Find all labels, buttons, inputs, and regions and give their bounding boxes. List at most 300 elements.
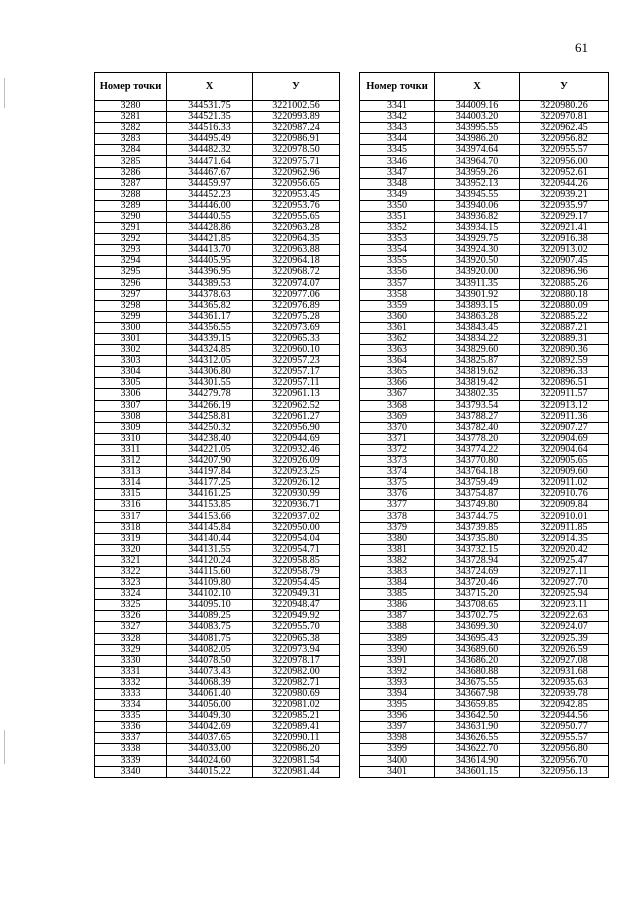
y-coordinate-cell: 3220965.33: [253, 333, 340, 344]
y-coordinate-cell: 3220954.45: [253, 578, 340, 589]
x-coordinate-cell: 344177.25: [167, 478, 253, 489]
x-coordinate-cell: 343699.30: [435, 622, 520, 633]
x-coordinate-cell: 343934.15: [435, 223, 520, 234]
table-header-row: [95, 73, 340, 101]
y-coordinate-cell: 3220973.94: [253, 644, 340, 655]
table-row: [95, 311, 340, 322]
y-coordinate-cell: 3220944.69: [253, 433, 340, 444]
scan-margin-mark: [4, 78, 5, 108]
table-row: [360, 633, 609, 644]
y-coordinate-cell: 3220962.52: [253, 400, 340, 411]
table-row: [360, 256, 609, 267]
point-number-cell: 3340: [95, 766, 167, 777]
x-coordinate-cell: 343819.42: [435, 378, 520, 389]
point-number-cell: 3400: [360, 755, 435, 766]
y-coordinate-cell: 3220957.23: [253, 356, 340, 367]
y-coordinate-cell: 3220909.60: [520, 467, 609, 478]
point-number-cell: 3320: [95, 544, 167, 555]
y-coordinate-cell: 3220980.69: [253, 688, 340, 699]
table-row: [360, 178, 609, 189]
table-row: [95, 500, 340, 511]
x-coordinate-cell: 344089.25: [167, 611, 253, 622]
y-coordinate-cell: 3220982.00: [253, 666, 340, 677]
table-row: [360, 167, 609, 178]
point-number-cell: 3332: [95, 677, 167, 688]
y-coordinate-cell: 3220961.27: [253, 411, 340, 422]
x-coordinate-cell: 344238.40: [167, 433, 253, 444]
point-number-cell: 3371: [360, 433, 435, 444]
x-coordinate-cell: 343735.80: [435, 533, 520, 544]
y-coordinate-cell: 3220913.12: [520, 400, 609, 411]
table-row: [360, 444, 609, 455]
table-row: [360, 733, 609, 744]
x-coordinate-cell: 344279.78: [167, 389, 253, 400]
table-row: [95, 134, 340, 145]
point-number-cell: 3381: [360, 544, 435, 555]
point-number-cell: 3295: [95, 267, 167, 278]
table-row: [95, 389, 340, 400]
point-number-cell: 3361: [360, 322, 435, 333]
y-coordinate-cell: 3220964.18: [253, 256, 340, 267]
point-number-cell: 3311: [95, 444, 167, 455]
point-number-cell: 3287: [95, 178, 167, 189]
point-number-cell: 3368: [360, 400, 435, 411]
point-number-cell: 3290: [95, 211, 167, 222]
table-row: [95, 378, 340, 389]
y-coordinate-cell: 3220978.17: [253, 655, 340, 666]
point-number-cell: 3316: [95, 500, 167, 511]
table-row: [360, 411, 609, 422]
y-coordinate-cell: 3220958.79: [253, 566, 340, 577]
y-coordinate-cell: 3220990.11: [253, 733, 340, 744]
point-number-header: Номер точки: [95, 73, 167, 101]
table-row: [360, 600, 609, 611]
table-row: [360, 500, 609, 511]
x-coordinate-cell: 344081.75: [167, 633, 253, 644]
x-coordinate-cell: 344015.22: [167, 766, 253, 777]
y-coordinate-cell: 3220956.65: [253, 178, 340, 189]
y-coordinate-cell: 3220955.57: [520, 733, 609, 744]
y-coordinate-cell: 3220963.88: [253, 245, 340, 256]
table-row: [95, 611, 340, 622]
point-number-cell: 3342: [360, 112, 435, 123]
point-number-cell: 3337: [95, 733, 167, 744]
y-coordinate-cell: 3220927.11: [520, 566, 609, 577]
x-coordinate-cell: 343614.90: [435, 755, 520, 766]
point-number-cell: 3309: [95, 422, 167, 433]
table-row: [95, 322, 340, 333]
x-coordinate-cell: 343782.40: [435, 422, 520, 433]
x-coordinate-cell: 343764.18: [435, 467, 520, 478]
table-row: [95, 101, 340, 112]
point-number-cell: 3318: [95, 522, 167, 533]
x-coordinate-cell: 343920.00: [435, 267, 520, 278]
table-row: [360, 566, 609, 577]
x-coordinate-cell: 344120.24: [167, 555, 253, 566]
point-number-cell: 3323: [95, 578, 167, 589]
x-coordinate-cell: 343863.28: [435, 311, 520, 322]
y-coordinate-cell: 3220937.02: [253, 511, 340, 522]
table-row: [360, 467, 609, 478]
point-number-cell: 3382: [360, 555, 435, 566]
point-number-cell: 3397: [360, 722, 435, 733]
x-coordinate-cell: 343754.87: [435, 489, 520, 500]
table-row: [360, 589, 609, 600]
y-coordinate-cell: 3220956.70: [520, 755, 609, 766]
table-row: [95, 522, 340, 533]
x-coordinate-cell: 343659.85: [435, 700, 520, 711]
x-coordinate-cell: 344396.95: [167, 267, 253, 278]
y-coordinate-cell: 3220975.28: [253, 311, 340, 322]
x-coordinate-cell: 343680.88: [435, 666, 520, 677]
table-row: [95, 622, 340, 633]
table-row: [360, 677, 609, 688]
table-row: [360, 345, 609, 356]
y-coordinate-cell: 3220887.21: [520, 322, 609, 333]
y-coordinate-cell: 3220910.01: [520, 511, 609, 522]
y-coordinate-cell: 3220956.82: [520, 134, 609, 145]
point-number-cell: 3378: [360, 511, 435, 522]
x-coordinate-cell: 343974.64: [435, 145, 520, 156]
point-number-cell: 3304: [95, 367, 167, 378]
x-coordinate-cell: 344361.17: [167, 311, 253, 322]
point-number-cell: 3335: [95, 711, 167, 722]
x-coordinate-cell: 344068.39: [167, 677, 253, 688]
x-coordinate-cell: 344153.66: [167, 511, 253, 522]
y-coordinate-cell: 3220986.91: [253, 134, 340, 145]
table-row: [360, 622, 609, 633]
y-coordinate-cell: 3220926.59: [520, 644, 609, 655]
x-coordinate-cell: 343724.69: [435, 566, 520, 577]
y-coordinate-cell: 3220923.11: [520, 600, 609, 611]
x-coordinate-cell: 343920.50: [435, 256, 520, 267]
x-coordinate-cell: 343901.92: [435, 289, 520, 300]
y-coordinate-cell: 3220985.21: [253, 711, 340, 722]
point-number-cell: 3289: [95, 200, 167, 211]
point-number-cell: 3307: [95, 400, 167, 411]
point-number-cell: 3306: [95, 389, 167, 400]
point-number-cell: 3367: [360, 389, 435, 400]
x-coordinate-cell: 343667.98: [435, 688, 520, 699]
point-number-cell: 3372: [360, 444, 435, 455]
table-row: [360, 189, 609, 200]
y-coordinate-cell: 3220926.09: [253, 456, 340, 467]
point-number-cell: 3343: [360, 123, 435, 134]
table-row: [360, 722, 609, 733]
y-coordinate-cell: 3220961.13: [253, 389, 340, 400]
point-number-cell: 3369: [360, 411, 435, 422]
table-row: [95, 655, 340, 666]
point-number-cell: 3390: [360, 644, 435, 655]
point-number-cell: 3298: [95, 300, 167, 311]
x-coordinate-cell: 343834.22: [435, 333, 520, 344]
table-row: [360, 433, 609, 444]
x-coordinate-cell: 343686.20: [435, 655, 520, 666]
table-row: [360, 422, 609, 433]
table-row: [95, 256, 340, 267]
x-coordinate-cell: 344078.50: [167, 655, 253, 666]
table-row: [360, 578, 609, 589]
y-coordinate-cell: 3220989.41: [253, 722, 340, 733]
table-row: [95, 589, 340, 600]
x-coordinate-cell: 343770.80: [435, 456, 520, 467]
table-header-row: [360, 73, 609, 101]
table-row: [360, 223, 609, 234]
x-coordinate-cell: 343893.15: [435, 300, 520, 311]
table-row: [95, 766, 340, 777]
x-coordinate-cell: 344339.15: [167, 333, 253, 344]
point-number-cell: 3322: [95, 566, 167, 577]
y-coordinate-cell: 3220927.70: [520, 578, 609, 589]
y-coordinate-cell: 3220981.44: [253, 766, 340, 777]
y-coordinate-cell: 3220955.65: [253, 211, 340, 222]
point-number-cell: 3330: [95, 655, 167, 666]
x-coordinate-cell: 344161.25: [167, 489, 253, 500]
table-row: [95, 722, 340, 733]
y-coordinate-cell: 3220911.57: [520, 389, 609, 400]
y-coordinate-cell: 3220923.25: [253, 467, 340, 478]
point-number-cell: 3350: [360, 200, 435, 211]
y-coordinate-cell: 3220973.69: [253, 322, 340, 333]
y-coordinate-cell: 3220932.46: [253, 444, 340, 455]
x-coordinate-cell: 344378.63: [167, 289, 253, 300]
y-coordinate-cell: 3220977.06: [253, 289, 340, 300]
table-row: [95, 400, 340, 411]
x-coordinate-cell: 344258.81: [167, 411, 253, 422]
table-row: [95, 467, 340, 478]
x-coordinate-cell: 343936.82: [435, 211, 520, 222]
table-row: [95, 478, 340, 489]
y-coordinate-cell: 3220976.89: [253, 300, 340, 311]
x-coordinate-cell: 343911.35: [435, 278, 520, 289]
y-coordinate-cell: 3220942.85: [520, 700, 609, 711]
table-row: [360, 688, 609, 699]
y-coordinate-cell: 3220980.26: [520, 101, 609, 112]
table-row: [360, 711, 609, 722]
y-coordinate-cell: 3220921.41: [520, 223, 609, 234]
point-number-cell: 3313: [95, 467, 167, 478]
point-number-cell: 3329: [95, 644, 167, 655]
point-number-cell: 3353: [360, 234, 435, 245]
point-number-cell: 3293: [95, 245, 167, 256]
table-row: [360, 378, 609, 389]
table-row: [95, 644, 340, 655]
y-coordinate-cell: 3220910.76: [520, 489, 609, 500]
y-coordinate-cell: 3220963.28: [253, 223, 340, 234]
y-coordinate-cell: 3220889.31: [520, 333, 609, 344]
x-coordinate-cell: 344440.55: [167, 211, 253, 222]
point-number-cell: 3355: [360, 256, 435, 267]
table-row: [95, 300, 340, 311]
table-row: [360, 489, 609, 500]
point-number-cell: 3396: [360, 711, 435, 722]
point-number-cell: 3301: [95, 333, 167, 344]
table-row: [360, 156, 609, 167]
y-coordinate-cell: 3220982.71: [253, 677, 340, 688]
y-coordinate-cell: 3220981.54: [253, 755, 340, 766]
point-number-cell: 3383: [360, 566, 435, 577]
x-coordinate-cell: 344324.85: [167, 345, 253, 356]
table-row: [360, 755, 609, 766]
table-row: [360, 700, 609, 711]
x-coordinate-header: Х: [435, 73, 520, 101]
point-number-cell: 3328: [95, 633, 167, 644]
point-number-cell: 3395: [360, 700, 435, 711]
x-coordinate-cell: 343708.65: [435, 600, 520, 611]
table-row: [95, 156, 340, 167]
x-coordinate-cell: 344421.85: [167, 234, 253, 245]
y-coordinate-cell: 3220909.84: [520, 500, 609, 511]
point-number-cell: 3366: [360, 378, 435, 389]
y-coordinate-cell: 3220896.51: [520, 378, 609, 389]
point-number-cell: 3292: [95, 234, 167, 245]
point-number-cell: 3308: [95, 411, 167, 422]
x-coordinate-cell: 343843.45: [435, 322, 520, 333]
table-row: [95, 744, 340, 755]
table-row: [95, 677, 340, 688]
point-number-cell: 3291: [95, 223, 167, 234]
point-number-cell: 3303: [95, 356, 167, 367]
x-coordinate-cell: 344471.64: [167, 156, 253, 167]
point-number-cell: 3283: [95, 134, 167, 145]
point-number-cell: 3324: [95, 589, 167, 600]
table-row: [95, 433, 340, 444]
x-coordinate-cell: 343642.50: [435, 711, 520, 722]
table-row: [95, 223, 340, 234]
x-coordinate-cell: 344197.84: [167, 467, 253, 478]
x-coordinate-cell: 343715.20: [435, 589, 520, 600]
x-coordinate-cell: 344140.44: [167, 533, 253, 544]
x-coordinate-cell: 344102.10: [167, 589, 253, 600]
y-coordinate-header: У: [253, 73, 340, 101]
x-coordinate-cell: 344153.85: [167, 500, 253, 511]
point-number-cell: 3347: [360, 167, 435, 178]
table-row: [95, 200, 340, 211]
x-coordinate-cell: 344428.86: [167, 223, 253, 234]
page-number: 61: [575, 40, 588, 55]
x-coordinate-cell: 343924.30: [435, 245, 520, 256]
table-row: [95, 733, 340, 744]
point-number-cell: 3356: [360, 267, 435, 278]
point-number-cell: 3348: [360, 178, 435, 189]
y-coordinate-cell: 3220957.17: [253, 367, 340, 378]
table-row: [95, 544, 340, 555]
x-coordinate-cell: 343986.20: [435, 134, 520, 145]
point-number-cell: 3363: [360, 345, 435, 356]
x-coordinate-cell: 343940.06: [435, 200, 520, 211]
table-row: [360, 611, 609, 622]
point-number-cell: 3393: [360, 677, 435, 688]
x-coordinate-cell: 344083.75: [167, 622, 253, 633]
table-row: [360, 112, 609, 123]
x-coordinate-cell: 344459.97: [167, 178, 253, 189]
x-coordinate-cell: 344482.32: [167, 145, 253, 156]
point-number-cell: 3394: [360, 688, 435, 699]
y-coordinate-cell: 3220987.24: [253, 123, 340, 134]
x-coordinate-cell: 343626.55: [435, 733, 520, 744]
x-coordinate-cell: 344033.00: [167, 744, 253, 755]
y-coordinate-cell: 3220913.02: [520, 245, 609, 256]
x-coordinate-cell: 343774.22: [435, 444, 520, 455]
x-coordinate-cell: 344115.60: [167, 566, 253, 577]
x-coordinate-cell: 343929.75: [435, 234, 520, 245]
x-coordinate-cell: 344452.23: [167, 189, 253, 200]
point-number-cell: 3326: [95, 611, 167, 622]
point-number-cell: 3346: [360, 156, 435, 167]
y-coordinate-cell: 3220929.17: [520, 211, 609, 222]
point-number-cell: 3341: [360, 101, 435, 112]
x-coordinate-cell: 344495.49: [167, 134, 253, 145]
point-number-cell: 3312: [95, 456, 167, 467]
table-row: [360, 300, 609, 311]
point-number-cell: 3331: [95, 666, 167, 677]
y-coordinate-cell: 3220885.22: [520, 311, 609, 322]
x-coordinate-cell: 344073.43: [167, 666, 253, 677]
point-number-cell: 3284: [95, 145, 167, 156]
x-coordinate-cell: 343601.15: [435, 766, 520, 777]
x-coordinate-cell: 344301.55: [167, 378, 253, 389]
x-coordinate-cell: 344095.10: [167, 600, 253, 611]
point-number-cell: 3389: [360, 633, 435, 644]
y-coordinate-cell: 3220911.02: [520, 478, 609, 489]
x-coordinate-cell: 343739.85: [435, 522, 520, 533]
y-coordinate-cell: 3220954.04: [253, 533, 340, 544]
point-number-cell: 3385: [360, 589, 435, 600]
y-coordinate-cell: 3220920.42: [520, 544, 609, 555]
table-row: [360, 200, 609, 211]
x-coordinate-cell: 343675.55: [435, 677, 520, 688]
table-row: [360, 666, 609, 677]
table-row: [95, 511, 340, 522]
y-coordinate-cell: 3220970.81: [520, 112, 609, 123]
x-coordinate-cell: 344003.20: [435, 112, 520, 123]
y-coordinate-cell: 3220926.12: [253, 478, 340, 489]
point-number-cell: 3401: [360, 766, 435, 777]
x-coordinate-cell: 344413.70: [167, 245, 253, 256]
table-row: [95, 666, 340, 677]
table-row: [360, 234, 609, 245]
point-number-cell: 3352: [360, 223, 435, 234]
x-coordinate-cell: 344266.19: [167, 400, 253, 411]
table-row: [360, 400, 609, 411]
y-coordinate-cell: 3220950.77: [520, 722, 609, 733]
x-coordinate-cell: 343952.13: [435, 178, 520, 189]
point-number-cell: 3339: [95, 755, 167, 766]
point-number-cell: 3375: [360, 478, 435, 489]
table-row: [95, 178, 340, 189]
y-coordinate-cell: 3220916.38: [520, 234, 609, 245]
x-coordinate-cell: 344356.55: [167, 322, 253, 333]
x-coordinate-cell: 344042.69: [167, 722, 253, 733]
y-coordinate-cell: 3220911.85: [520, 522, 609, 533]
y-coordinate-cell: 3220914.35: [520, 533, 609, 544]
y-coordinate-cell: 3220955.57: [520, 145, 609, 156]
y-coordinate-cell: 3220905.65: [520, 456, 609, 467]
table-row: [360, 134, 609, 145]
point-number-cell: 3374: [360, 467, 435, 478]
y-coordinate-header: У: [520, 73, 609, 101]
y-coordinate-cell: 3220993.89: [253, 112, 340, 123]
y-coordinate-cell: 3220939.21: [520, 189, 609, 200]
y-coordinate-cell: 3220955.70: [253, 622, 340, 633]
y-coordinate-cell: 3220936.71: [253, 500, 340, 511]
x-coordinate-cell: 344405.95: [167, 256, 253, 267]
y-coordinate-cell: 3220931.68: [520, 666, 609, 677]
y-coordinate-cell: 3220890.36: [520, 345, 609, 356]
point-number-cell: 3373: [360, 456, 435, 467]
y-coordinate-cell: 3220930.99: [253, 489, 340, 500]
table-row: [95, 456, 340, 467]
